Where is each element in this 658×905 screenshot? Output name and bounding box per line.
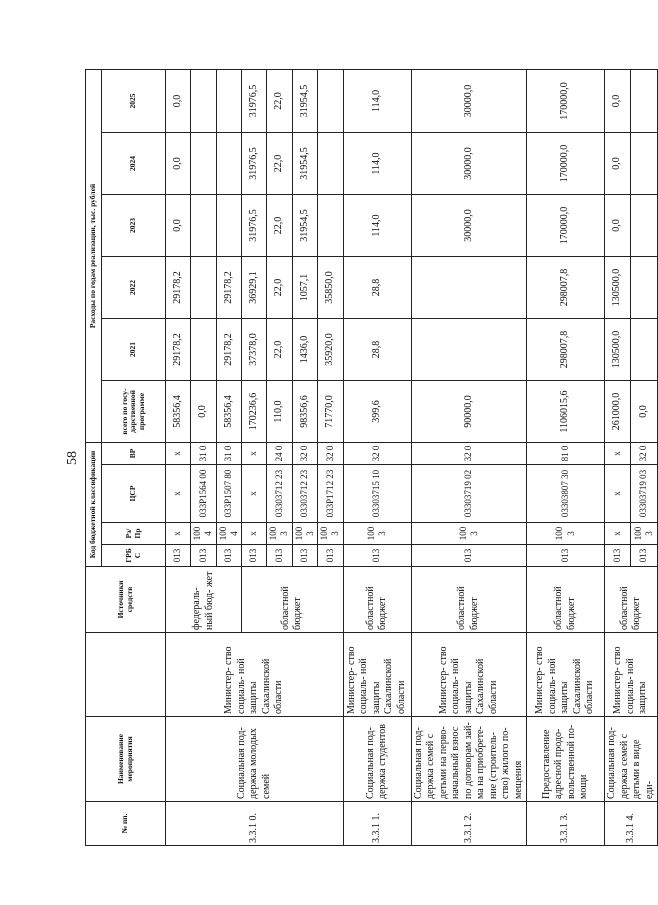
header-executor (86, 633, 166, 717)
header-year-2025: 2025 (102, 69, 166, 132)
cell-2023: 31976,5 (242, 195, 267, 257)
header-year-2024: 2024 (102, 133, 166, 195)
cell-grbs: 013 (292, 545, 318, 567)
cell-2024: 0,0 (605, 133, 631, 195)
cell-total: 58356,4 (216, 381, 242, 443)
cell-total: 1106015,6 (527, 381, 605, 443)
row-executor: Министер- ство социаль- ной защиты (605, 633, 658, 717)
row-name: Социальная под- держка молодых семей (166, 717, 344, 802)
cell-csr: 033P1564 00 (191, 465, 217, 523)
cell-grbs: 013 (242, 545, 267, 567)
cell-2021 (631, 319, 658, 381)
cell-rzpr: 100 3 (527, 523, 605, 545)
cell-2025: 31976,5 (242, 69, 267, 132)
cell-2025 (318, 69, 344, 132)
cell-csr: 03303807 30 (527, 465, 605, 523)
cell-csr: х (166, 465, 191, 523)
cell-vr: 24 0 (267, 443, 293, 465)
cell-vr: 32 0 (631, 443, 658, 465)
header-expenses: Расходы по годам реализации, тыс. рублей (86, 69, 102, 442)
cell-2022: 36929,1 (242, 257, 267, 319)
header-vr: ВР (102, 443, 166, 465)
cell-vr: 32 0 (343, 443, 411, 465)
cell-total: 110,0 (267, 381, 293, 443)
cell-csr: 033P1712 23 (318, 465, 344, 523)
cell-2021: 37378,0 (242, 319, 267, 381)
cell-2023: 30000,0 (411, 195, 527, 257)
cell-2022: 298007,8 (527, 257, 605, 319)
cell-2023: 31954,5 (292, 195, 318, 257)
cell-vr: х (166, 443, 191, 465)
row-num: 3.3.1 2. (411, 802, 527, 846)
cell-2021: 28,8 (343, 319, 411, 381)
cell-vr: х (605, 443, 631, 465)
table-row (411, 69, 527, 845)
budget-table (85, 69, 658, 846)
cell-2023 (191, 195, 217, 257)
header-year-2021: 2021 (102, 319, 166, 381)
row-source: областной бюджет (411, 567, 527, 633)
cell-rzpr: 100 3 (411, 523, 527, 545)
row-executor: Министер- ство социаль- ной защиты Сахалинской области (343, 633, 411, 717)
header-year-2023: 2023 (102, 195, 166, 257)
row-executor: Министер- ство социаль- ной защиты Сахалинской области (527, 633, 605, 717)
cell-2025: 30000,0 (411, 69, 527, 132)
table-row (605, 69, 631, 845)
cell-2022: 1057,1 (292, 257, 318, 319)
cell-grbs: 013 (411, 545, 527, 567)
row-num: 3.3.1 0. (166, 802, 344, 846)
row-num: 3.3.1 3. (527, 802, 605, 846)
cell-2021: 29178,2 (166, 319, 191, 381)
cell-2022 (191, 257, 217, 319)
rotated-content (65, 70, 655, 846)
cell-2024: 31976,5 (242, 133, 267, 195)
cell-grbs: 013 (267, 545, 293, 567)
table-row (527, 69, 605, 845)
cell-2022: 29178,2 (216, 257, 242, 319)
header-budget-code: Код бюджетной классификации (86, 443, 102, 567)
row-source: областной бюджет (343, 567, 411, 633)
cell-2021 (191, 319, 217, 381)
cell-total: 399,6 (343, 381, 411, 443)
cell-csr: х (605, 465, 631, 523)
cell-2021: 22,0 (267, 319, 293, 381)
cell-grbs: 013 (631, 545, 658, 567)
row-source: областной бюджет (527, 567, 605, 633)
cell-total: 261000,0 (605, 381, 631, 443)
cell-2024: 31954,5 (292, 133, 318, 195)
header-csr: ЦСР (102, 465, 166, 523)
cell-2024 (216, 133, 242, 195)
row-source: федераль- ный бюд- жет (166, 567, 242, 633)
cell-vr: 32 0 (318, 443, 344, 465)
header-grbs: ГРБ С (102, 545, 166, 567)
cell-2023: 0,0 (166, 195, 191, 257)
page-number: 58 (65, 451, 80, 465)
table-row (166, 69, 191, 845)
header-total: всего по госу- дарственной программе (102, 381, 166, 443)
cell-2021 (411, 319, 527, 381)
row-source: областной бюджет (242, 567, 344, 633)
header-name: Наименование мероприятия (86, 717, 166, 802)
cell-2022: 29178,2 (166, 257, 191, 319)
cell-vr: 32 0 (411, 443, 527, 465)
cell-total: 90000,0 (411, 381, 527, 443)
cell-2022 (411, 257, 527, 319)
cell-2022: 130500,0 (605, 257, 631, 319)
header-row-1 (86, 69, 102, 845)
cell-2025: 170000,0 (527, 69, 605, 132)
header-rzpr: Рз/ Пр (102, 523, 166, 545)
cell-csr: 03303712 23 (292, 465, 318, 523)
cell-rzpr: 100 3 (631, 523, 658, 545)
cell-grbs: 013 (216, 545, 242, 567)
cell-2024 (631, 133, 658, 195)
row-name: Социальная под- держка студентов (343, 717, 411, 802)
cell-total: 0,0 (631, 381, 658, 443)
cell-grbs: 013 (191, 545, 217, 567)
cell-2024: 30000,0 (411, 133, 527, 195)
row-source: областной бюджет (605, 567, 658, 633)
cell-2023: 0,0 (605, 195, 631, 257)
row-num: 3.3.1 4. (605, 802, 658, 846)
cell-vr: х (242, 443, 267, 465)
row-num: 3.3.1 1. (343, 802, 411, 846)
cell-2021: 35920,0 (318, 319, 344, 381)
cell-2025 (191, 69, 217, 132)
cell-2023 (216, 195, 242, 257)
cell-2023: 170000,0 (527, 195, 605, 257)
cell-grbs: 013 (166, 545, 191, 567)
cell-grbs: 013 (318, 545, 344, 567)
cell-csr: 03303719 02 (411, 465, 527, 523)
cell-rzpr: 100 3 (318, 523, 344, 545)
cell-vr: 31 0 (216, 443, 242, 465)
cell-2023 (318, 195, 344, 257)
cell-rzpr: х (166, 523, 191, 545)
row-executor: Министер- ство социаль- ной защиты Сахалинской области (166, 633, 344, 717)
cell-vr: 81 0 (527, 443, 605, 465)
cell-grbs: 013 (343, 545, 411, 567)
cell-2025 (216, 69, 242, 132)
row-name: Социальная под- держка семей с детьми в виде еди- (605, 717, 658, 802)
cell-rzpr: 100 3 (343, 523, 411, 545)
cell-total: 0,0 (191, 381, 217, 443)
cell-2024: 114,0 (343, 133, 411, 195)
cell-2021: 1436,0 (292, 319, 318, 381)
cell-rzpr: 100 4 (191, 523, 217, 545)
cell-csr: 03303715 10 (343, 465, 411, 523)
cell-vr: 32 0 (292, 443, 318, 465)
cell-2025 (631, 69, 658, 132)
row-executor: Министер- ство социаль- ной защиты Сахалинской области (411, 633, 527, 717)
cell-2025: 0,0 (166, 69, 191, 132)
cell-rzpr: 100 3 (292, 523, 318, 545)
cell-csr: х (242, 465, 267, 523)
cell-2021: 298007,8 (527, 319, 605, 381)
cell-rzpr: х (242, 523, 267, 545)
cell-2025: 0,0 (605, 69, 631, 132)
cell-vr: 31 0 (191, 443, 217, 465)
cell-grbs: 013 (605, 545, 631, 567)
cell-2025: 114,0 (343, 69, 411, 132)
cell-2023 (631, 195, 658, 257)
cell-2024: 22,0 (267, 133, 293, 195)
row-name: Предоставление адресной продо- вольственной по- мощи (527, 717, 605, 802)
cell-rzpr: 100 3 (267, 523, 293, 545)
cell-rzpr: х (605, 523, 631, 545)
cell-total: 58356,4 (166, 381, 191, 443)
cell-2022: 22,0 (267, 257, 293, 319)
cell-csr: 03303712 23 (267, 465, 293, 523)
cell-2024 (318, 133, 344, 195)
cell-2022 (631, 257, 658, 319)
cell-2021: 29178,2 (216, 319, 242, 381)
cell-grbs: 013 (527, 545, 605, 567)
cell-2022: 28,8 (343, 257, 411, 319)
header-num: № пп. (86, 802, 166, 846)
row-name: Социальная под- держка семей с детьми на перво- начальный взнос по договорам зай- ма на приобрете- ние (строитель- ство) жилого по- мещения (411, 717, 527, 802)
cell-total: 170236,6 (242, 381, 267, 443)
cell-2023: 22,0 (267, 195, 293, 257)
cell-2023: 114,0 (343, 195, 411, 257)
cell-2025: 31954,5 (292, 69, 318, 132)
cell-2024 (191, 133, 217, 195)
cell-csr: 033P1507 80 (216, 465, 242, 523)
cell-2024: 170000,0 (527, 133, 605, 195)
cell-rzpr: 100 4 (216, 523, 242, 545)
cell-total: 98356,6 (292, 381, 318, 443)
cell-2021: 130500,0 (605, 319, 631, 381)
cell-total: 71770,0 (318, 381, 344, 443)
header-source: Источники средств (86, 567, 166, 633)
cell-2025: 22,0 (267, 69, 293, 132)
cell-2022: 35850,0 (318, 257, 344, 319)
table-row (343, 69, 411, 845)
cell-2024: 0,0 (166, 133, 191, 195)
cell-csr: 03303719 03 (631, 465, 658, 523)
header-year-2022: 2022 (102, 257, 166, 319)
